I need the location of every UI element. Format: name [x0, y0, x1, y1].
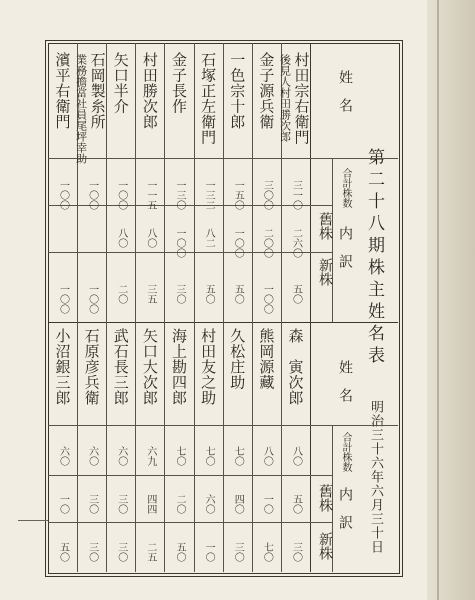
old-shares: 八〇 [115, 228, 127, 248]
old-shares: 一〇〇 [174, 228, 185, 258]
column-separator [164, 43, 165, 572]
new-shares: 七〇 [261, 542, 273, 562]
new-shares: 五〇 [203, 284, 215, 304]
header-separator [310, 43, 311, 572]
header-old: 舊株 [317, 212, 333, 240]
old-shares: 一〇〇 [232, 228, 244, 258]
old-shares: 二〇 [174, 494, 185, 514]
old-shares: 三〇 [115, 494, 127, 514]
person-name: 村田友之助 [199, 328, 218, 406]
row-line [48, 475, 310, 476]
person-name: 小沼銀三郎 [53, 328, 72, 406]
new-shares: 一〇〇 [261, 284, 273, 314]
document-title: 第二十八期株主姓名表 [364, 148, 384, 368]
person-name: 一色宗十郎 [228, 52, 247, 130]
column-separator [223, 43, 224, 572]
total-shares: 六〇 [86, 446, 98, 466]
total-shares: 一〇〇 [115, 180, 127, 210]
total-shares: 七〇 [203, 446, 215, 466]
person-name-sub: 後見人村田勝次郎 [278, 54, 292, 142]
person-name: 熊岡源藏 [257, 328, 276, 390]
new-shares: 五〇 [57, 542, 69, 562]
row-line [48, 522, 310, 523]
margin-mark [18, 520, 48, 521]
person-name: 森 寅次郎 [286, 328, 305, 406]
new-shares: 三〇 [86, 542, 98, 562]
binding-edge [437, 0, 439, 600]
new-shares: 一〇〇 [86, 284, 98, 314]
header-line [310, 522, 332, 523]
person-name: 石原彦兵衛 [82, 328, 101, 406]
new-shares: 五〇 [174, 542, 185, 562]
header-total: 合計株数 [340, 168, 351, 208]
total-shares: 六〇 [57, 446, 69, 466]
new-shares: 五〇 [290, 284, 302, 304]
person-name: 金子長作 [170, 52, 188, 114]
old-shares: 四四 [144, 494, 156, 514]
old-shares: 八〇 [144, 228, 156, 248]
total-shares: 七〇 [232, 446, 244, 466]
total-shares: 八〇 [290, 446, 302, 466]
total-shares: 一三二 [203, 180, 215, 210]
header-line [310, 205, 332, 206]
header-line [332, 158, 333, 322]
new-shares: 三〇 [174, 284, 185, 304]
person-name: 矢口半介 [111, 52, 130, 114]
header-new: 新株 [317, 258, 333, 286]
header-name: 姓 名 [337, 70, 353, 112]
total-shares: 八〇 [261, 446, 273, 466]
total-shares: 一〇〇 [57, 180, 69, 210]
new-shares: 二〇 [115, 284, 127, 304]
book-binding [427, 0, 475, 600]
header-name-lower: 姓 名 [337, 360, 353, 402]
old-shares: 三〇 [86, 494, 98, 514]
header-old-lower: 舊株 [317, 484, 333, 512]
old-shares: 一〇 [57, 494, 69, 514]
new-shares: 三〇 [232, 542, 244, 562]
total-shares: 一三〇 [174, 180, 185, 210]
person-name: 石岡製糸所 [88, 52, 107, 130]
header-line [310, 425, 398, 426]
total-shares: 一〇〇 [86, 180, 98, 210]
new-shares: 三〇 [115, 542, 127, 562]
person-name: 武石長三郎 [111, 328, 130, 406]
person-name: 濱平右衛門 [53, 52, 72, 130]
person-name: 海上勘四郎 [170, 328, 188, 406]
old-shares: 一〇 [261, 494, 273, 514]
person-name: 村田勝次郎 [140, 52, 159, 130]
old-shares: 八二 [203, 228, 215, 248]
new-shares: 五〇 [232, 284, 244, 304]
old-shares: 六〇 [203, 494, 215, 514]
person-name: 久松庄助 [228, 328, 247, 390]
header-line [310, 252, 332, 253]
new-shares: 二五 [144, 542, 156, 562]
person-name: 矢口大次郎 [140, 328, 159, 406]
header-line [310, 158, 398, 159]
person-name: 金子源兵衛 [257, 52, 276, 130]
column-separator [252, 43, 253, 572]
total-shares: 七〇 [174, 446, 185, 466]
total-shares: 六九 [144, 446, 156, 466]
person-name: 村田宗右衛門 [292, 52, 311, 145]
document-date: 明治三十六年六月三十日 [368, 400, 383, 554]
column-separator [135, 43, 136, 572]
total-shares: 一五〇 [232, 180, 244, 210]
person-name-sub: 業務擔當社員尾坪幸助 [74, 54, 88, 164]
new-shares: 一〇 [203, 542, 215, 562]
new-shares: 一〇〇 [57, 284, 69, 314]
header-total-lower: 合計株数 [340, 432, 351, 472]
header-new-lower: 新株 [317, 532, 333, 560]
row-line [48, 425, 310, 426]
total-shares: 六〇 [115, 446, 127, 466]
new-shares: 三五 [144, 284, 156, 304]
header-line [310, 475, 332, 476]
total-shares: 三〇〇 [261, 180, 273, 210]
new-shares: 三〇 [290, 542, 302, 562]
header-breakdown: 内 訳 [337, 226, 353, 268]
old-shares: 二六〇 [290, 228, 302, 258]
old-shares: 四〇 [232, 494, 244, 514]
header-breakdown-lower: 内 訳 [337, 487, 353, 529]
total-shares: 三一〇 [290, 180, 302, 210]
old-shares: 五〇 [290, 494, 302, 514]
old-shares: 二〇〇 [261, 228, 273, 258]
person-name: 石塚正左衛門 [199, 52, 218, 145]
total-shares: 一一五 [144, 180, 156, 210]
column-separator [194, 43, 195, 572]
